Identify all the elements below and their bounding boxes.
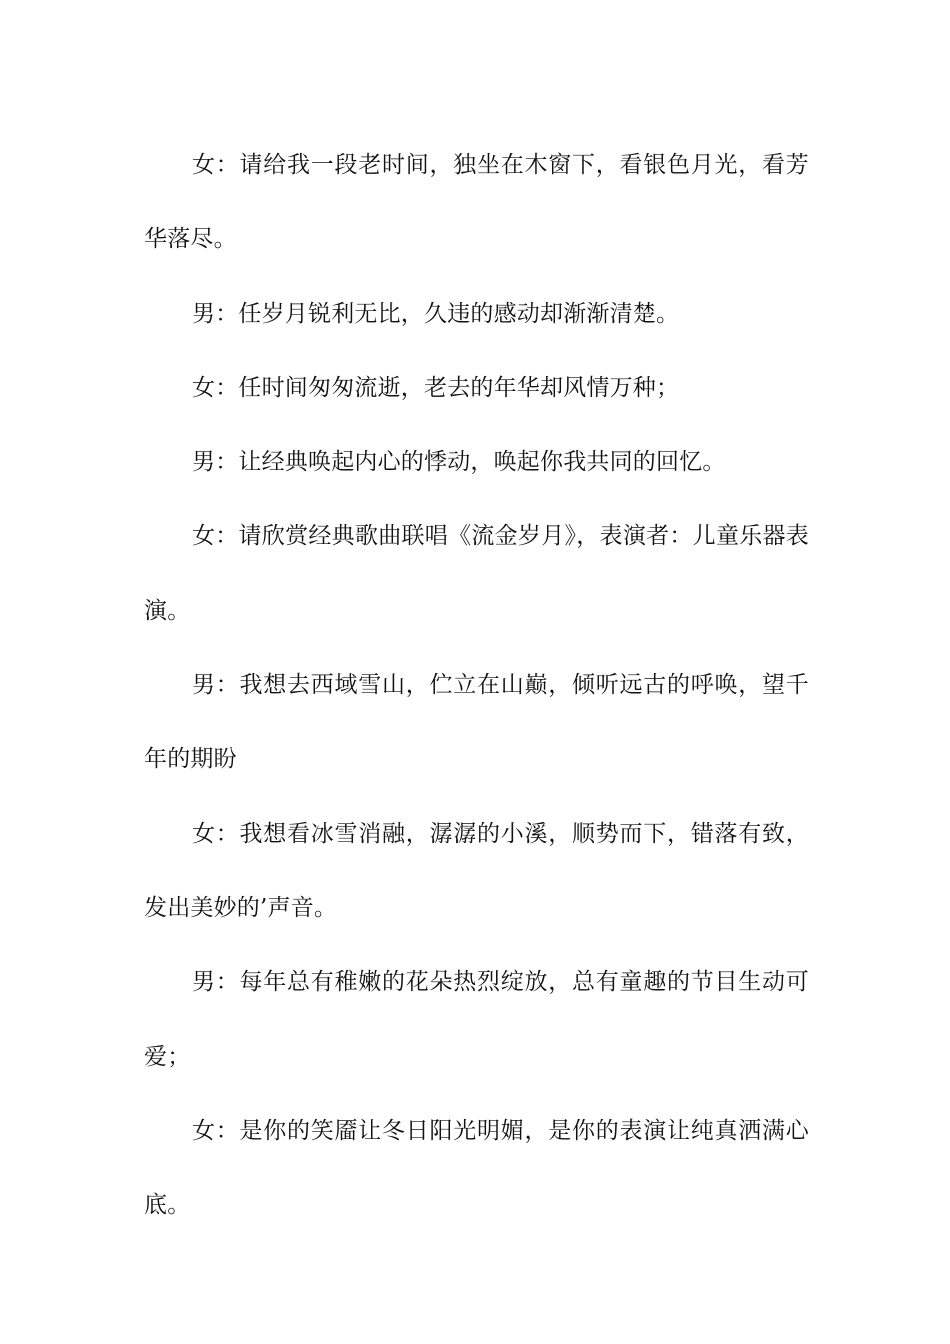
paragraph-7: 女：我想看冰雪消融，潺潺的小溪，顺势而下，错落有致，发出美妙的’声音。	[144, 820, 809, 921]
paragraph-4: 男：让经典唤起内心的悸动，唤起你我共同的回忆。	[192, 449, 726, 476]
paragraph-2: 男：任岁月锐利无比，久违的感动却渐渐清楚。	[192, 300, 680, 327]
document-body	[144, 128, 809, 1242]
paragraph-9: 女：是你的笑靥让冬日阳光明媚，是你的表演让纯真洒满心底。	[144, 1117, 809, 1219]
paragraph-8: 男：每年总有稚嫩的花朵热烈绽放，总有童趣的节目生动可爱；	[144, 969, 809, 1070]
paragraph-3: 女：任时间匆匆流逝，老去的年华却风情万种；	[192, 374, 680, 401]
paragraph-1: 女：请给我一段老时间，独坐在木窗下，看银色月光，看芳华落尽。	[144, 152, 809, 253]
paragraph-5: 女：请欣赏经典歌曲联唱《流金岁月》，表演者：儿童乐器表演。	[144, 523, 809, 624]
paragraph-6: 男：我想去西域雪山，伫立在山巅，倾听远古的呼唤，望千年的期盼	[144, 672, 809, 773]
